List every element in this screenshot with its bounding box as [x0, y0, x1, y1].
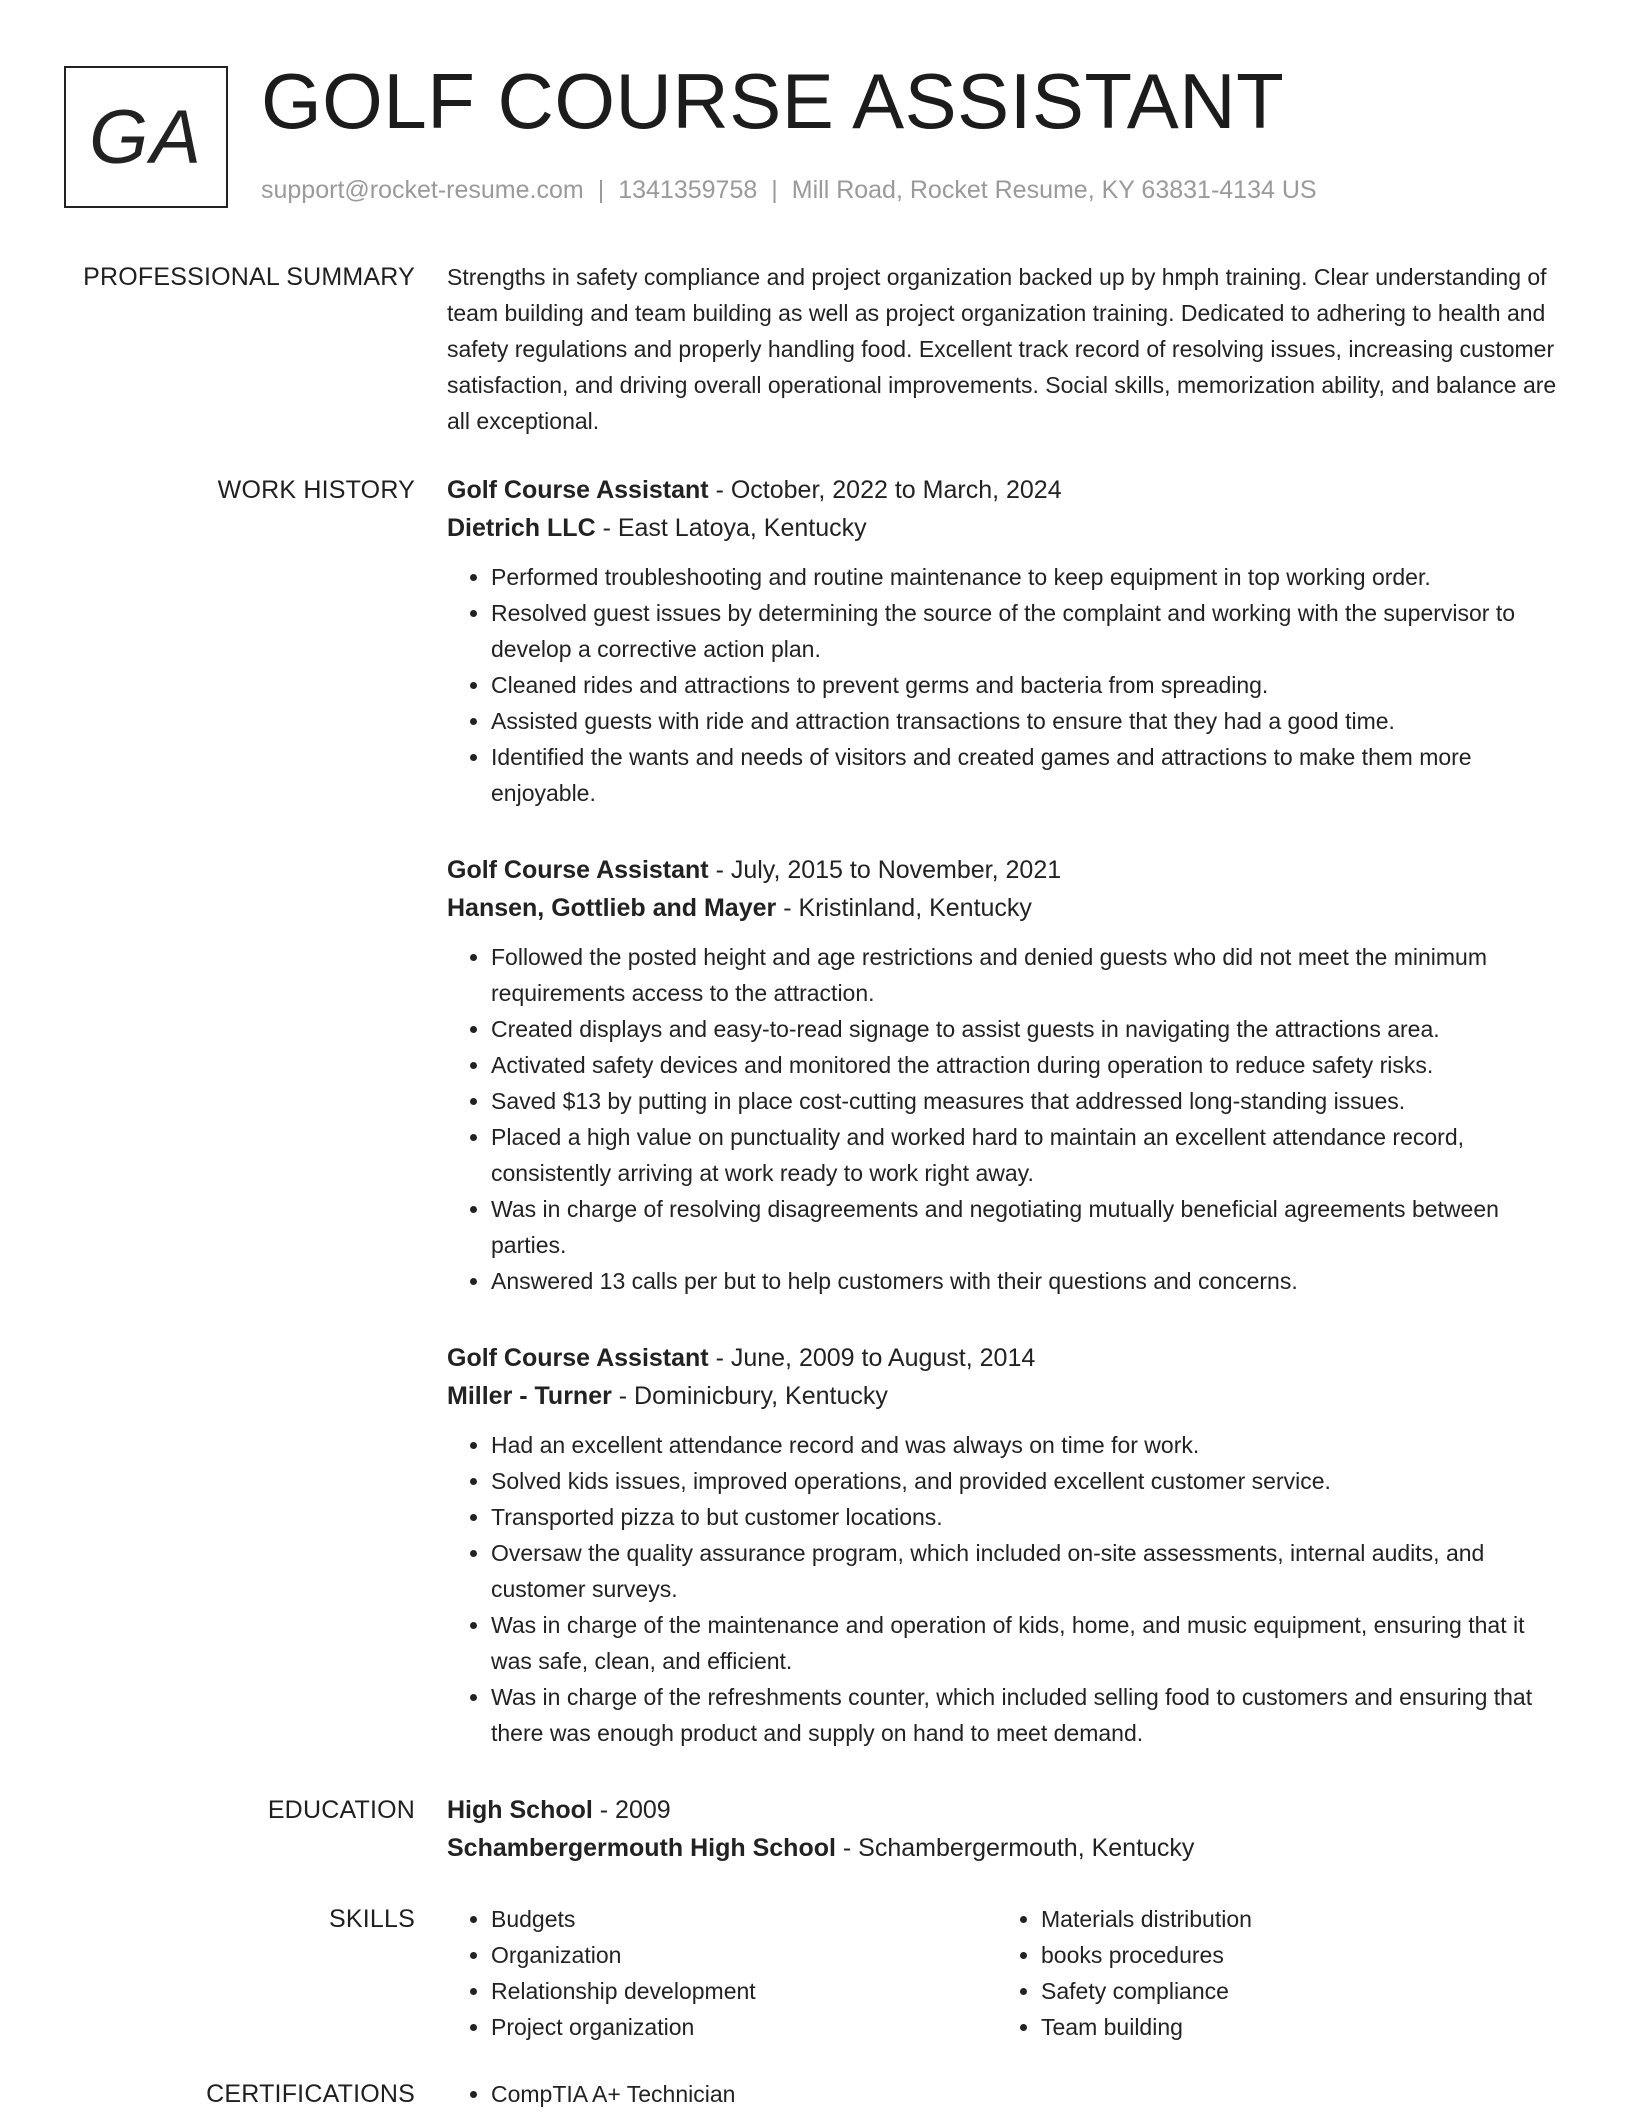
contact-line [261, 174, 1317, 206]
job-title-line [447, 851, 1563, 889]
contact-address: Mill Road, Rocket Resume, KY 63831-4134 US [791, 176, 1317, 204]
education-degree-line [447, 1791, 1563, 1829]
certification-item: • CompTIA A+ Technician [491, 2076, 1563, 2112]
job-company: Miller - Turner [447, 1382, 612, 1410]
job-location: - Kristinland, Kentucky [776, 894, 1032, 922]
section-label-certifications: CERTIFICATIONS [206, 2080, 415, 2108]
section-label-summary: PROFESSIONAL SUMMARY [83, 263, 415, 291]
job-bullets [447, 1427, 1563, 1751]
contact-separator: | [771, 176, 778, 204]
section-label-work-history: WORK HISTORY [217, 476, 415, 504]
job-bullet: • Resolved guest issues by determining the source of the complaint and working with the supervisor to develop a corrective action plan. [491, 595, 1563, 667]
contact-email: support@rocket-resume.com [261, 176, 584, 204]
education-location: - Schambergermouth, Kentucky [835, 1834, 1195, 1862]
monogram-box [64, 66, 228, 208]
skills-list-right [997, 1901, 1547, 2045]
skills-list-left [447, 1901, 997, 2045]
job-dates: - October, 2022 to March, 2024 [708, 476, 1062, 504]
job-bullet: • Was in charge of resolving disagreements and negotiating mutually beneficial agreements between parties. [491, 1191, 1563, 1263]
section-label-skills: SKILLS [329, 1905, 415, 1933]
job-bullet: • Cleaned rides and attractions to prevent germs and bacteria from spreading. [491, 667, 1563, 703]
education-year: - 2009 [592, 1796, 671, 1824]
job-title: Golf Course Assistant [447, 1344, 709, 1372]
summary-body [447, 259, 1563, 439]
job-title: Golf Course Assistant [447, 856, 709, 884]
skill-item: • Safety compliance [1041, 1973, 1547, 2009]
job-location: - East Latoya, Kentucky [595, 514, 867, 542]
job-bullet: • Transported pizza to but customer locations. [491, 1499, 1563, 1535]
job-title-line [447, 1339, 1563, 1377]
job-entry [447, 471, 1563, 811]
job-company: Hansen, Gottlieb and Mayer [447, 894, 777, 922]
job-bullet: • Saved $13 by putting in place cost-cutting measures that addressed long-standing issues. [491, 1083, 1563, 1119]
skill-item: • Relationship development [491, 1973, 997, 2009]
job-bullet: • Performed troubleshooting and routine maintenance to keep equipment in top working order. [491, 559, 1563, 595]
skill-item: • Budgets [491, 1901, 997, 1937]
job-bullet: • Solved kids issues, improved operations, and provided excellent customer service. [491, 1463, 1563, 1499]
skill-item: • Materials distribution [1041, 1901, 1547, 1937]
job-entry [447, 851, 1563, 1299]
skill-item: • Project organization [491, 2009, 997, 2045]
job-bullet: • Placed a high value on punctuality and worked hard to maintain an excellent attendance record, consistently arriving at work ready to work right away. [491, 1119, 1563, 1191]
job-dates: - June, 2009 to August, 2014 [708, 1344, 1036, 1372]
contact-separator: | [597, 176, 605, 204]
monogram-initials: GA [89, 94, 203, 180]
education-body [447, 1791, 1563, 1867]
job-bullet: • Assisted guests with ride and attraction transactions to ensure that they had a good time. [491, 703, 1563, 739]
contact-phone: 1341359758 [618, 176, 758, 204]
work-history-body [447, 471, 1563, 1791]
skill-item: • Team building [1041, 2009, 1547, 2045]
job-title-line [447, 471, 1563, 509]
summary-text: Strengths in safety compliance and project organization backed up by hmph training. Clear understanding of team building and team building as well as project organization training. Dedicated to adhering to health and safety regulations and properly handling food. Excellent track record of resolving issues, increasing customer satisfaction, and driving overall operational improvements. Social skills, memorization ability, and balance are all exceptional. [447, 264, 1557, 434]
job-title: Golf Course Assistant [447, 476, 709, 504]
job-bullet: • Created displays and easy-to-read signage to assist guests in navigating the attractions area. [491, 1011, 1563, 1047]
job-bullet: • Was in charge of the refreshments counter, which included selling food to customers and ensuring that there was enough product and supply on hand to meet demand. [491, 1679, 1563, 1751]
education-degree: High School [447, 1796, 593, 1824]
job-bullet: • Followed the posted height and age restrictions and denied guests who did not meet the minimum requirements access to the attraction. [491, 939, 1563, 1011]
education-school-line [447, 1829, 1563, 1867]
job-company-line [447, 1377, 1563, 1415]
skills-columns [447, 1901, 1563, 2045]
skill-item: • books procedures [1041, 1937, 1547, 1973]
job-entry [447, 1339, 1563, 1751]
job-company: Dietrich LLC [447, 514, 596, 542]
certifications-list [447, 2076, 1563, 2112]
job-bullets [447, 939, 1563, 1299]
job-location: - Dominicbury, Kentucky [611, 1382, 888, 1410]
skill-item: • Organization [491, 1937, 997, 1973]
job-bullet: • Was in charge of the maintenance and operation of kids, home, and music equipment, ensuring that it was safe, clean, and efficient. [491, 1607, 1563, 1679]
certifications-body [447, 2076, 1563, 2112]
section-label-education: EDUCATION [267, 1796, 415, 1824]
job-bullet: • Activated safety devices and monitored the attraction during operation to reduce safety risks. [491, 1047, 1563, 1083]
education-school: Schambergermouth High School [447, 1834, 836, 1862]
skills-body [447, 1901, 1563, 2045]
job-bullet: • Answered 13 calls per but to help customers with their questions and concerns. [491, 1263, 1563, 1299]
job-company-line [447, 509, 1563, 547]
job-dates: - July, 2015 to November, 2021 [708, 856, 1062, 884]
candidate-name: GOLF COURSE ASSISTANT [261, 57, 1285, 145]
job-company-line [447, 889, 1563, 927]
job-bullet: • Identified the wants and needs of visitors and created games and attractions to make them more enjoyable. [491, 739, 1563, 811]
job-bullet: • Oversaw the quality assurance program, which included on-site assessments, internal audits, and customer surveys. [491, 1535, 1563, 1607]
job-bullet: • Had an excellent attendance record and was always on time for work. [491, 1427, 1563, 1463]
job-bullets [447, 559, 1563, 811]
